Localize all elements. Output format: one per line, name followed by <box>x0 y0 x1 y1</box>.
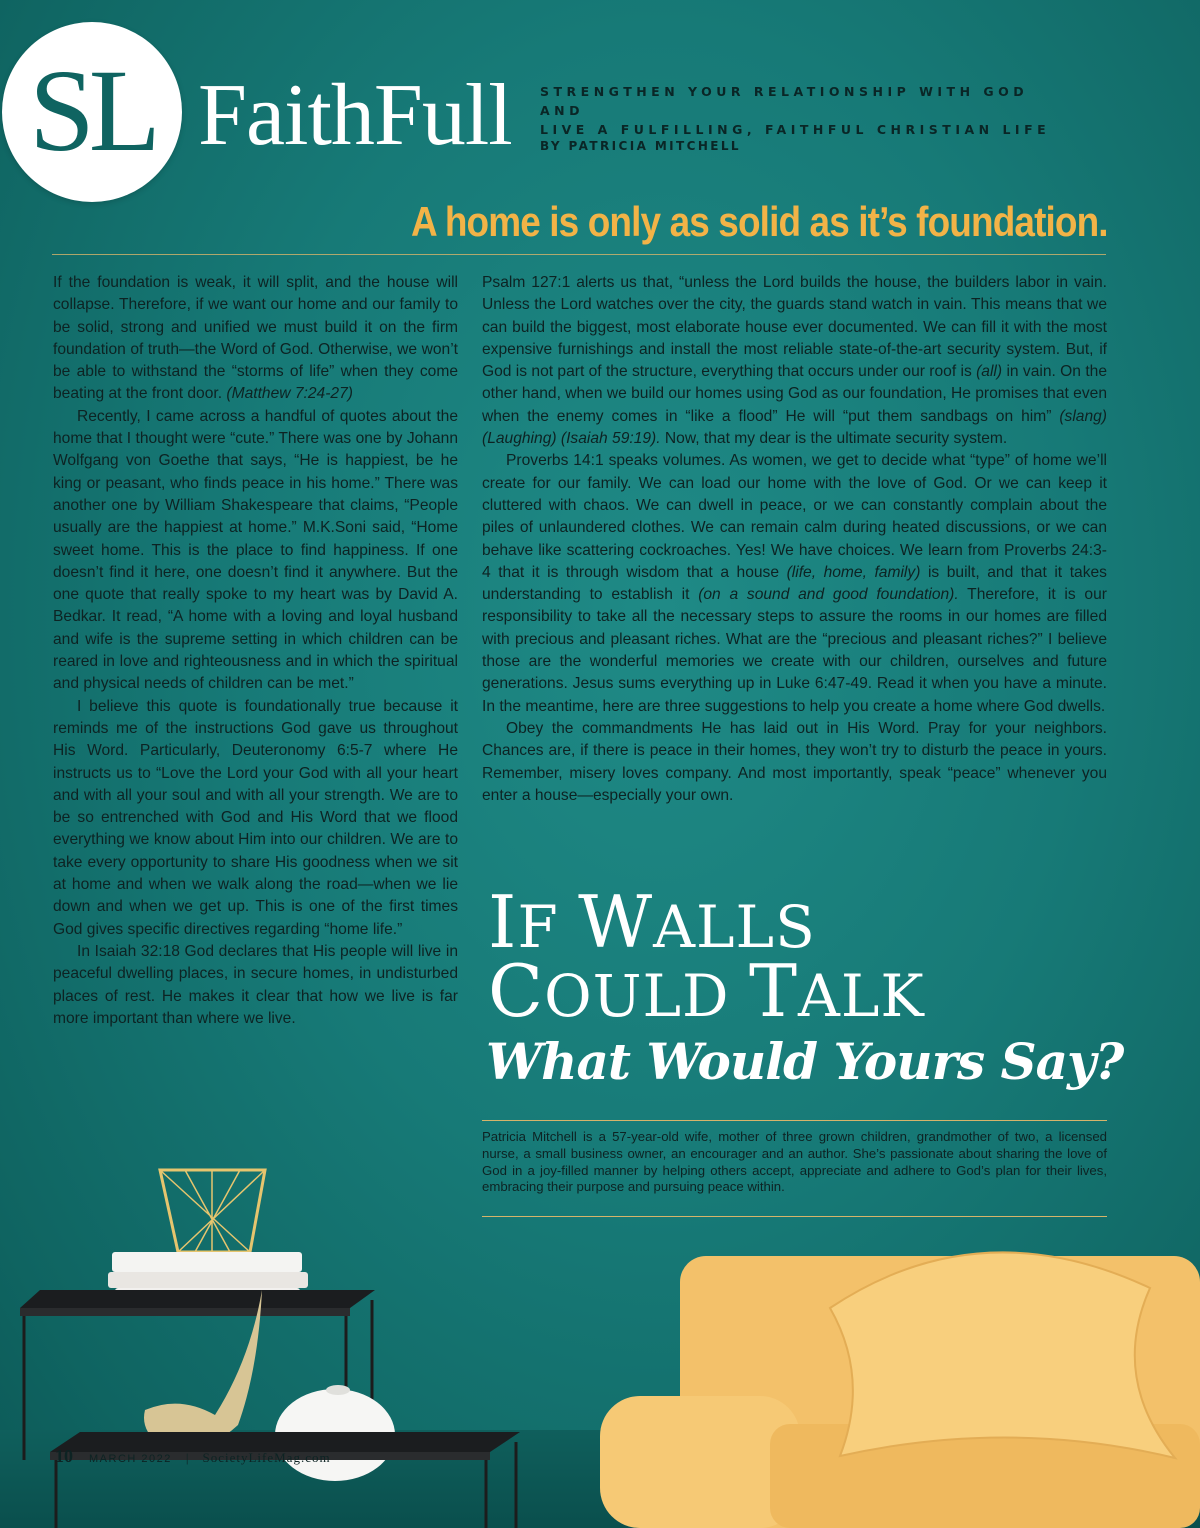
right-paragraph-2: Proverbs 14:1 speaks volumes. As women, we get to decide what “type” of home we’ll create for our family. We can load our home with the love of God. Or we can keep it cluttered with chaos. We can dwell in peace, or we can constantly complain about the piles of unlaundered clothes. We can remain calm during heated discussions, or we can behave like scattering cockroaches. Yes! We have choices. We learn from Proverbs 24:3-4 that it is through wisdom that a house (life, home, family) is built, and that it takes understanding to establish it (on a sound and good foundation). Therefore, it is our responsibility to take all the necessary steps to assure the rooms in our homes are filled with precious and pleasant riches. What are the “precious and pleasant riches?” I believe those are the wonderful memories we create with our children, ourselves and future generations. Jesus sums everything up in Luke 6:47-49. Read it when you have a minute. In the meantime, here are three suggestions to help you create a home where God dwells. <box>482 452 1107 715</box>
left-paragraph-3: I believe this quote is foundationally true because it reminds me of the instructions God gave us throughout His Word. Particularly, Deuteronomy 6:5-7 where He instructs us to “Love the Lord your God with all your heart and with all your soul and with all your strength. We are to be so entrenched with God and His Word that we flood everything we know about Him into our children. We are to take every opportunity to share His goodness when we sit at home and when we walk along the road—when we lie down and when we get up. This is one of the first times God gives specific directives regarding “home life.” <box>53 697 458 938</box>
article-headline: A home is only as solid as it’s foundation. <box>411 198 1108 245</box>
sl-logo-text: SL <box>29 45 155 176</box>
page-footer <box>55 1446 331 1467</box>
article-column-left <box>53 272 458 1030</box>
right-paragraph-3: Obey the commandments He has laid out in His Word. Pray for your neighbors. Chances are, if there is peace in their homes, they won’t try to disturb the peace in yours. Remember, misery loves company. And most importantly, speak “peace” whenever you enter a house—especially your own. <box>482 719 1107 804</box>
tagline-line-1: STRENGTHEN YOUR RELATIONSHIP WITH GOD AND <box>540 84 1029 118</box>
sofa-illustration <box>590 1228 1200 1528</box>
left-paragraph-2: Recently, I came across a handful of quotes about the home that I thought were “cute.” There was one by Johann Wolfgang von Goethe that says, “He is happiest, be he king or peasant, who finds peace in his home.” There was another one by William Shakespeare that claims, “People usually are the happiest at home.” M.K.Soni said, “Home sweet home. This is the place to find happiness. If one doesn’t find it here, one doesn’t find it anywhere. But the one quote that really spoke to my heart was by David A. Bedkar. It read, “A home with a loving and loyal husband and wife is the supreme setting in which children can be reared in love and righteousness and in which the spiritual and physical needs of children can be met.” <box>53 407 458 693</box>
feature-subtitle-script: What Would Yours Say? <box>486 1032 1124 1091</box>
headline-divider <box>52 254 1106 255</box>
feature-title <box>488 880 925 1033</box>
scripture-reference: (Matthew 7:24-27) <box>226 385 353 403</box>
tagline-line-2: LIVE A FULFILLING, FAITHFUL CHRISTIAN LIFE <box>540 122 1051 137</box>
side-table-illustration <box>0 1160 560 1528</box>
wire-basket-icon <box>160 1170 265 1252</box>
left-paragraph-1: If the foundation is weak, it will split, and the house will collapse. Therefore, if we want our home and our family to be solid, strong and unified we must build it on the firm foundation of truth—the Word of God. Otherwise, we won’t be able to withstand the “storms of life” when they come beating at the front door. (Matthew 7:24-27) <box>53 274 458 403</box>
right-paragraph-1: Psalm 127:1 alerts us that, “unless the Lord builds the house, the builders labor in vain. Unless the Lord watches over the city, the guards stand watch in vain. This means that we can build the biggest, most elaborate house ever documented. We can fill it with the most expensive furnishings and install the most reliable state-of-the-art security system. But, if God is not part of the structure, everything that occurs under our roof is (all) in vain. On the other hand, when we build our homes using God as our foundation, He promises that even when the enemy comes in “like a flood” He will “put them sandbags on him” (slang) (Laughing) (Isaiah 59:19). Now, that my dear is the ultimate security system. <box>482 274 1107 448</box>
footer-separator: | <box>185 1450 189 1465</box>
cushion-icon <box>830 1252 1175 1458</box>
author-byline: BY PATRICIA MITCHELL <box>540 139 741 153</box>
section-brand-title: FaithFull <box>198 67 512 164</box>
author-bio: Patricia Mitchell is a 57-year-old wife, mother of three grown children, grandmother of two, a licensed nurse, a small business owner, an encourager and an author. She’s passionate about sharing the love of God in a joy-filled manner by helping others accept, appreciate and adhere to God’s plan for their lives, embracing their purpose and pursuing peace within. <box>482 1129 1107 1195</box>
feature-title-line-1: IF WALLS <box>488 880 816 964</box>
bio-divider-bottom <box>482 1216 1107 1217</box>
section-tagline <box>540 82 1060 139</box>
bio-divider-top <box>482 1120 1107 1121</box>
article-column-right <box>482 272 1107 807</box>
left-paragraph-4: In Isaiah 32:18 God declares that His people will live in peaceful dwelling places, in secure homes, in undisturbed places of rest. He makes it clear that how we live is far more important than where we live. <box>53 942 458 1027</box>
feature-title-line-2: COULD TALK <box>488 949 925 1033</box>
issue-date: MARCH 2022 <box>89 1453 172 1465</box>
page-number: 10 <box>55 1446 73 1466</box>
website-link[interactable]: SocietyLifeMag.com <box>202 1450 331 1465</box>
sl-logo <box>2 22 182 202</box>
